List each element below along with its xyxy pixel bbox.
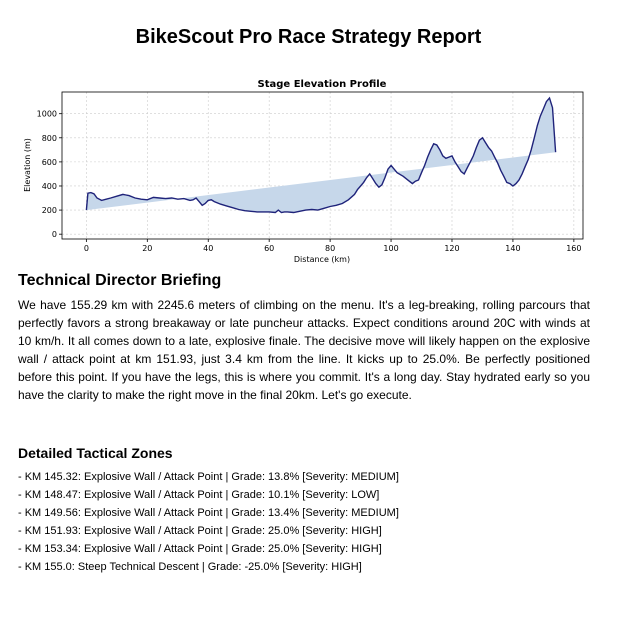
- tactical-zones-list: [18, 468, 399, 576]
- tactical-zone-item: - KM 145.32: Explosive Wall / Attack Point | Grade: 13.8% [Severity: MEDIUM]: [18, 471, 399, 483]
- x-tick-label: 0: [83, 244, 89, 253]
- y-tick-label: 800: [41, 133, 57, 143]
- x-axis-ticks: [84, 239, 582, 253]
- elevation-chart-svg: [0, 72, 617, 270]
- briefing-heading: Technical Director Briefing: [18, 272, 222, 289]
- tactical-zone-item: - KM 151.93: Explosive Wall / Attack Point | Grade: 25.0% [Severity: HIGH]: [18, 525, 382, 537]
- y-tick-label: 600: [41, 157, 57, 167]
- zones-heading: Detailed Tactical Zones: [18, 445, 173, 461]
- briefing-text: We have 155.29 km with 2245.6 meters of climbing on the menu. It's a leg-breaking, rolling parcours that perfectly favors a strong breakaway or late puncheur attacks. Expect conditions around 20C with winds at 10 km/h. It all comes down to a late, explosive finale. The decisive move will likely happen on the explosive wall / attack point at km 151.93, just 3.4 km from the line. It kicks up to 25.0%. Be perfectly positioned before this point. If you have the legs, this is where you commit. It's a long day. Stay hydrated early so you have the clarity to make the right move in the final 20km. Let's go execute.: [18, 298, 590, 402]
- y-tick-label: 200: [41, 206, 57, 216]
- x-tick-label: 80: [325, 244, 336, 253]
- y-tick-label: 1000: [36, 109, 57, 119]
- x-tick-label: 120: [444, 244, 460, 253]
- y-axis-ticks: [37, 110, 62, 239]
- tactical-zone-item: - KM 155.0: Steep Technical Descent | Grade: -25.0% [Severity: HIGH]: [18, 561, 362, 573]
- x-tick-label: 60: [264, 244, 275, 253]
- chart-title: Stage Elevation Profile: [257, 79, 387, 90]
- y-axis-label: Elevation (m): [23, 138, 32, 192]
- x-tick-label: 20: [142, 244, 153, 253]
- tactical-zone-item: - KM 153.34: Explosive Wall / Attack Point | Grade: 25.0% [Severity: HIGH]: [18, 543, 382, 555]
- y-tick-label: 400: [41, 181, 57, 191]
- x-tick-label: 160: [566, 244, 582, 253]
- elevation-chart: [0, 72, 617, 270]
- tactical-zone-item: - KM 148.47: Explosive Wall / Attack Point | Grade: 10.1% [Severity: LOW]: [18, 489, 380, 501]
- tactical-zone-item: - KM 149.56: Explosive Wall / Attack Point | Grade: 13.4% [Severity: MEDIUM]: [18, 507, 399, 519]
- x-tick-label: 40: [203, 244, 214, 253]
- page-title: BikeScout Pro Race Strategy Report: [135, 26, 482, 48]
- elevation-area: [86, 98, 555, 213]
- x-tick-label: 100: [383, 244, 399, 253]
- x-tick-label: 140: [505, 244, 521, 253]
- x-axis-label: Distance (km): [293, 255, 351, 264]
- y-tick-label: 0: [51, 230, 57, 240]
